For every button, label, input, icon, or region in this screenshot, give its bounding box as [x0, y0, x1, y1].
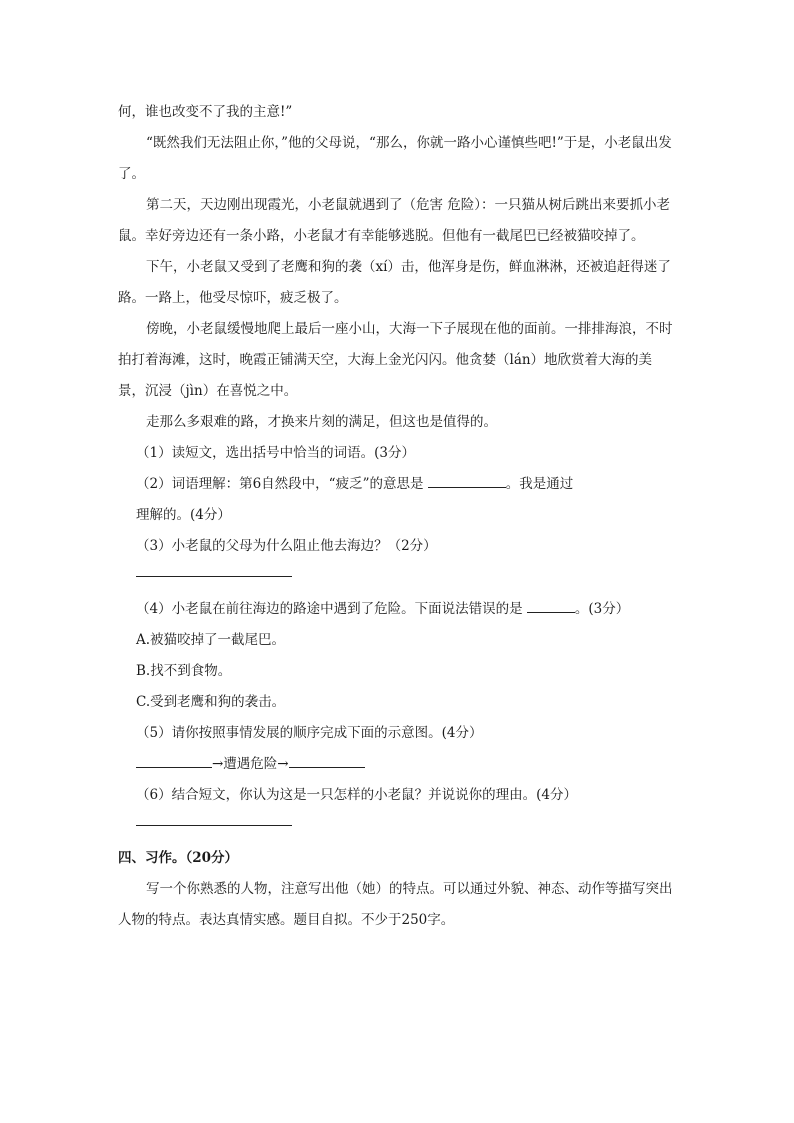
passage-paragraph-1: “既然我们无法阻止你，”他的父母说，“那么，你就一路小心谨慎些吧!”于是，小老鼠出发了。	[118, 135, 672, 182]
question-5: （5）请你按照事情发展的顺序完成下面的示意图。(4分）	[136, 725, 483, 741]
question-4-option-c: C.受到老鹰和狗的袭击。	[136, 694, 286, 710]
question-1: （1）读短文，选出括号中恰当的词语。(3分）	[136, 445, 415, 461]
section-4-prompt: 写一个你熟悉的人物，注意写出他（她）的特点。可以通过外貌、神态、动作等描写突出人物的特点。表达真情实感。题目自拟。不少于250字。	[118, 881, 673, 928]
question-2-text: （2）词语理解：第6自然段中，“疲乏”的意思是	[136, 476, 424, 492]
question-4-text: （4）小老鼠在前往海边的路途中遇到了危险。下面说法错误的是	[136, 601, 523, 617]
question-6: （6）结合短文，你认为这是一只怎样的小老鼠？并说说你的理由。(4分）	[136, 787, 577, 803]
flow-middle-step: →遭遇危险→	[212, 756, 289, 772]
question-4-blank[interactable]	[527, 598, 575, 613]
flow-blank-end[interactable]	[289, 753, 365, 768]
passage-paragraph-5: 走那么多艰难的路，才换来片刻的满足，但这也是值得的。	[146, 414, 497, 430]
question-4-option-a: A.被猫咬掉了一截尾巴。	[136, 632, 286, 648]
passage-paragraph-4: 傍晚，小老鼠缓慢地爬上最后一座小山，大海一下子展现在他的面前。一排排海浪，不时拍打着海滩，这时，晚霞正铺满天空，大海上金光闪闪。他贪婪（lán）地欣赏着大海的美景，沉浸（jìn）在喜悦之中。	[118, 321, 673, 399]
question-6-answer-line[interactable]	[136, 815, 292, 826]
question-3: （3）小老鼠的父母为什么阻止他去海边？（2分）	[136, 538, 437, 554]
question-4-points: 。(3分）	[574, 601, 630, 617]
question-2-blank-1[interactable]	[428, 473, 506, 488]
section-4-heading: 四、习作。（20分）	[118, 850, 239, 866]
question-3-answer-line[interactable]	[136, 566, 292, 577]
question-4	[118, 594, 676, 625]
question-2	[118, 469, 676, 500]
exam-page	[118, 97, 676, 936]
passage-paragraph-3: 下午，小老鼠又受到了老鹰和狗的袭（xí）击，他浑身是伤，鲜血淋淋，还被追赶得迷了路。一路上，他受尽惊吓，疲乏极了。	[118, 259, 671, 306]
question-5-flow-diagram	[118, 749, 676, 780]
flow-blank-start[interactable]	[136, 753, 212, 768]
question-2-continued: 理解的。(4分）	[136, 507, 231, 523]
question-4-option-b: B.找不到食物。	[136, 663, 232, 679]
passage-paragraph-2: 第二天，天边刚出现霞光，小老鼠就遇到了（危害 危险）：一只猫从树后跳出来要抓小老鼠。幸好旁边还有一条小路，小老鼠才有幸能够逃脱。但他有一截尾巴已经被猫咬掉了。	[118, 197, 671, 244]
passage-paragraph-0: 何，谁也改变不了我的主意!”	[118, 104, 293, 120]
question-2-text-2: 。我是通过	[505, 476, 574, 492]
